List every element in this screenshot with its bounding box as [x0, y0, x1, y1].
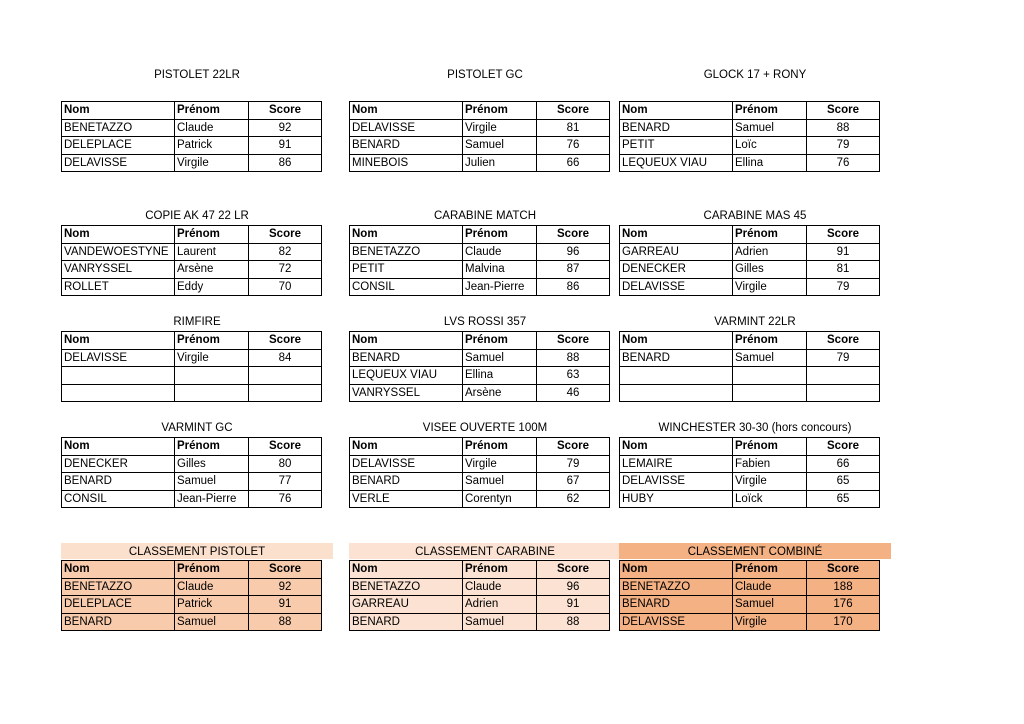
header-row	[350, 226, 610, 244]
cell-prenom: Claude	[175, 578, 249, 596]
cell-prenom: Samuel	[463, 473, 537, 491]
cell-prenom: Loïc	[733, 137, 807, 155]
cell-prenom: Samuel	[463, 349, 537, 367]
cell-score: 81	[537, 119, 610, 137]
cell-nom: BENARD	[350, 137, 463, 155]
cell-nom: DELAVISSE	[350, 119, 463, 137]
header-score: Score	[249, 332, 322, 350]
cell-prenom: Claude	[463, 243, 537, 261]
cell-score: 82	[249, 243, 322, 261]
table-row	[62, 261, 322, 279]
table-row	[350, 384, 610, 402]
table-row	[620, 384, 880, 402]
table-row	[620, 154, 880, 172]
cell-score: 66	[807, 455, 880, 473]
cell-prenom	[175, 367, 249, 385]
header-score: Score	[537, 226, 610, 244]
cell-prenom: Patrick	[175, 596, 249, 614]
header-nom: Nom	[620, 438, 733, 456]
header-row	[62, 438, 322, 456]
header-nom: Nom	[350, 226, 463, 244]
header-score: Score	[807, 438, 880, 456]
table-row	[62, 613, 322, 631]
cell-prenom: Ellina	[733, 154, 807, 172]
cell-nom: DELAVISSE	[620, 278, 733, 296]
header-prenom: Prénom	[463, 226, 537, 244]
table-row	[62, 367, 322, 385]
results-table-classement-pistolet	[61, 560, 322, 631]
results-table-pistolet-gc	[349, 101, 610, 172]
table-row	[62, 349, 322, 367]
cell-nom: CONSIL	[62, 490, 175, 508]
cell-nom: DELAVISSE	[620, 473, 733, 491]
table-row	[62, 137, 322, 155]
header-nom: Nom	[350, 332, 463, 350]
table-title-visee-ouverte-100m: VISEE OUVERTE 100M	[422, 422, 548, 434]
table-row	[350, 154, 610, 172]
cell-nom: DENECKER	[620, 261, 733, 279]
table-row	[620, 613, 880, 631]
header-prenom: Prénom	[463, 438, 537, 456]
header-score: Score	[537, 561, 610, 579]
table-row	[350, 613, 610, 631]
cell-score: 86	[537, 278, 610, 296]
header-row	[620, 332, 880, 350]
header-prenom: Prénom	[733, 102, 807, 120]
cell-score: 92	[249, 119, 322, 137]
cell-prenom	[733, 384, 807, 402]
cell-nom: VANRYSSEL	[350, 384, 463, 402]
cell-nom: LEMAIRE	[620, 455, 733, 473]
table-row	[620, 367, 880, 385]
cell-score: 88	[807, 119, 880, 137]
cell-prenom: Claude	[175, 119, 249, 137]
cell-score	[249, 384, 322, 402]
cell-nom: BENARD	[620, 349, 733, 367]
header-prenom: Prénom	[463, 561, 537, 579]
cell-prenom: Virgile	[463, 455, 537, 473]
table-row	[620, 349, 880, 367]
header-row	[62, 226, 322, 244]
cell-nom: BENETAZZO	[350, 243, 463, 261]
cell-prenom: Samuel	[463, 137, 537, 155]
cell-score: 88	[537, 349, 610, 367]
cell-prenom: Julien	[463, 154, 537, 172]
table-row	[62, 455, 322, 473]
cell-score: 63	[537, 367, 610, 385]
cell-prenom: Corentyn	[463, 490, 537, 508]
header-nom: Nom	[350, 438, 463, 456]
cell-prenom: Claude	[733, 578, 807, 596]
table-row	[62, 596, 322, 614]
results-table-glock-17-rony	[619, 101, 880, 172]
table-row	[620, 596, 880, 614]
header-row	[620, 438, 880, 456]
table-row	[62, 384, 322, 402]
header-score: Score	[807, 332, 880, 350]
table-title-winchester-30-30-hors-concours: WINCHESTER 30-30 (hors concours)	[658, 422, 852, 434]
table-row	[620, 278, 880, 296]
table-row	[62, 119, 322, 137]
cell-nom	[62, 384, 175, 402]
cell-nom: PETIT	[350, 261, 463, 279]
cell-prenom: Laurent	[175, 243, 249, 261]
table-title-carabine-match: CARABINE MATCH	[433, 210, 537, 222]
table-row	[350, 367, 610, 385]
table-title-varmint-gc: VARMINT GC	[161, 422, 233, 434]
cell-nom: LEQUEUX VIAU	[620, 154, 733, 172]
cell-prenom: Virgile	[733, 473, 807, 491]
cell-nom: BENARD	[350, 613, 463, 631]
cell-prenom	[175, 384, 249, 402]
cell-prenom	[733, 367, 807, 385]
header-nom: Nom	[350, 102, 463, 120]
header-row	[62, 561, 322, 579]
header-prenom: Prénom	[733, 438, 807, 456]
cell-nom	[620, 367, 733, 385]
table-row	[620, 455, 880, 473]
header-nom: Nom	[62, 438, 175, 456]
cell-score: 84	[249, 349, 322, 367]
header-score: Score	[249, 226, 322, 244]
cell-prenom: Samuel	[733, 349, 807, 367]
header-score: Score	[807, 561, 880, 579]
cell-nom: BENARD	[350, 349, 463, 367]
table-row	[350, 578, 610, 596]
cell-nom: BENARD	[620, 119, 733, 137]
cell-score: 91	[807, 243, 880, 261]
table-row	[350, 349, 610, 367]
cell-score: 76	[537, 137, 610, 155]
cell-score: 91	[249, 596, 322, 614]
table-row	[62, 578, 322, 596]
cell-nom	[62, 367, 175, 385]
cell-score: 62	[537, 490, 610, 508]
table-title-pistolet-22lr: PISTOLET 22LR	[154, 69, 240, 81]
cell-nom: LEQUEUX VIAU	[350, 367, 463, 385]
header-row	[62, 102, 322, 120]
cell-prenom: Virgile	[733, 613, 807, 631]
results-table-lvs-rossi-357	[349, 331, 610, 402]
cell-score: 170	[807, 613, 880, 631]
table-row	[350, 261, 610, 279]
header-score: Score	[537, 332, 610, 350]
table-row	[62, 473, 322, 491]
cell-score: 79	[807, 278, 880, 296]
results-table-visee-ouverte-100m	[349, 437, 610, 508]
table-title-classement-combine: CLASSEMENT COMBINÉ	[619, 543, 891, 559]
results-table-carabine-match	[349, 225, 610, 296]
header-nom: Nom	[620, 561, 733, 579]
table-row	[620, 243, 880, 261]
cell-nom: BENETAZZO	[62, 119, 175, 137]
cell-score: 79	[807, 349, 880, 367]
cell-score: 46	[537, 384, 610, 402]
cell-score: 80	[249, 455, 322, 473]
table-title-carabine-mas-45: CARABINE MAS 45	[703, 210, 807, 222]
header-score: Score	[249, 102, 322, 120]
results-table-classement-carabine	[349, 560, 610, 631]
header-row	[350, 438, 610, 456]
cell-nom: DELEPLACE	[62, 137, 175, 155]
results-table-varmint-22lr	[619, 331, 880, 402]
table-row	[62, 154, 322, 172]
table-title-classement-carabine: CLASSEMENT CARABINE	[349, 543, 621, 559]
results-table-classement-combine	[619, 560, 880, 631]
results-table-carabine-mas-45	[619, 225, 880, 296]
header-row	[620, 102, 880, 120]
cell-prenom: Patrick	[175, 137, 249, 155]
cell-score: 88	[537, 613, 610, 631]
results-table-rimfire	[61, 331, 322, 402]
header-nom: Nom	[62, 102, 175, 120]
header-row	[620, 226, 880, 244]
cell-score: 65	[807, 473, 880, 491]
table-row	[350, 278, 610, 296]
cell-score: 70	[249, 278, 322, 296]
cell-prenom: Gilles	[733, 261, 807, 279]
header-nom: Nom	[62, 561, 175, 579]
cell-nom: VANRYSSEL	[62, 261, 175, 279]
cell-score	[807, 367, 880, 385]
cell-prenom: Eddy	[175, 278, 249, 296]
cell-prenom: Samuel	[733, 119, 807, 137]
cell-nom: BENARD	[350, 473, 463, 491]
cell-score: 91	[537, 596, 610, 614]
cell-prenom: Ellina	[463, 367, 537, 385]
table-row	[620, 578, 880, 596]
header-nom: Nom	[620, 332, 733, 350]
table-title-copie-ak-47-22-lr: COPIE AK 47 22 LR	[145, 210, 249, 222]
table-row	[350, 473, 610, 491]
header-prenom: Prénom	[175, 438, 249, 456]
header-prenom: Prénom	[733, 226, 807, 244]
header-prenom: Prénom	[463, 332, 537, 350]
header-score: Score	[537, 438, 610, 456]
cell-prenom: Virgile	[463, 119, 537, 137]
table-row	[350, 455, 610, 473]
table-title-varmint-22lr: VARMINT 22LR	[714, 316, 796, 328]
cell-prenom: Jean-Pierre	[463, 278, 537, 296]
header-score: Score	[249, 438, 322, 456]
table-row	[620, 119, 880, 137]
table-row	[62, 278, 322, 296]
cell-nom: VERLE	[350, 490, 463, 508]
cell-prenom: Samuel	[463, 613, 537, 631]
results-table-winchester-30-30-hors-concours	[619, 437, 880, 508]
cell-nom: BENETAZZO	[350, 578, 463, 596]
cell-score: 77	[249, 473, 322, 491]
table-row	[620, 137, 880, 155]
table-row	[62, 243, 322, 261]
header-row	[350, 561, 610, 579]
cell-nom: BENARD	[62, 613, 175, 631]
header-prenom: Prénom	[175, 102, 249, 120]
cell-nom: BENETAZZO	[620, 578, 733, 596]
cell-nom: CONSIL	[350, 278, 463, 296]
header-prenom: Prénom	[463, 102, 537, 120]
cell-nom	[620, 384, 733, 402]
table-title-glock-17-rony: GLOCK 17 + RONY	[703, 69, 807, 81]
cell-prenom: Claude	[463, 578, 537, 596]
cell-nom: ROLLET	[62, 278, 175, 296]
header-row	[350, 332, 610, 350]
cell-score: 76	[249, 490, 322, 508]
table-row	[350, 119, 610, 137]
results-table-copie-ak-47-22-lr	[61, 225, 322, 296]
cell-nom: DELAVISSE	[620, 613, 733, 631]
cell-score: 96	[537, 578, 610, 596]
cell-score: 176	[807, 596, 880, 614]
cell-score	[249, 367, 322, 385]
table-title-lvs-rossi-357: LVS ROSSI 357	[443, 316, 527, 328]
cell-nom: DELAVISSE	[350, 455, 463, 473]
cell-score: 188	[807, 578, 880, 596]
cell-nom: GARREAU	[620, 243, 733, 261]
cell-score: 96	[537, 243, 610, 261]
cell-prenom: Fabien	[733, 455, 807, 473]
header-nom: Nom	[350, 561, 463, 579]
cell-score: 76	[807, 154, 880, 172]
cell-nom: BENARD	[620, 596, 733, 614]
header-nom: Nom	[62, 332, 175, 350]
cell-prenom: Samuel	[733, 596, 807, 614]
table-row	[620, 261, 880, 279]
cell-nom: BENARD	[62, 473, 175, 491]
cell-nom: GARREAU	[350, 596, 463, 614]
cell-nom: DELAVISSE	[62, 154, 175, 172]
cell-nom: HUBY	[620, 490, 733, 508]
header-score: Score	[807, 226, 880, 244]
cell-prenom: Virgile	[175, 154, 249, 172]
header-row	[620, 561, 880, 579]
table-row	[350, 490, 610, 508]
header-nom: Nom	[620, 226, 733, 244]
table-row	[350, 243, 610, 261]
table-row	[620, 490, 880, 508]
cell-score: 72	[249, 261, 322, 279]
header-prenom: Prénom	[733, 332, 807, 350]
cell-prenom: Jean-Pierre	[175, 490, 249, 508]
cell-prenom: Adrien	[733, 243, 807, 261]
header-nom: Nom	[62, 226, 175, 244]
cell-prenom: Loïck	[733, 490, 807, 508]
cell-score: 65	[807, 490, 880, 508]
cell-score: 91	[249, 137, 322, 155]
cell-prenom: Arsène	[463, 384, 537, 402]
cell-nom: DENECKER	[62, 455, 175, 473]
cell-nom: DELAVISSE	[62, 349, 175, 367]
table-title-pistolet-gc: PISTOLET GC	[447, 69, 523, 81]
cell-score: 86	[249, 154, 322, 172]
header-score: Score	[807, 102, 880, 120]
cell-score: 88	[249, 613, 322, 631]
cell-score: 92	[249, 578, 322, 596]
cell-score: 66	[537, 154, 610, 172]
cell-prenom: Arsène	[175, 261, 249, 279]
header-prenom: Prénom	[175, 226, 249, 244]
cell-nom: BENETAZZO	[62, 578, 175, 596]
header-row	[62, 332, 322, 350]
cell-prenom: Samuel	[175, 473, 249, 491]
cell-nom: MINEBOIS	[350, 154, 463, 172]
cell-nom: VANDEWOESTYNE	[62, 243, 175, 261]
table-row	[62, 490, 322, 508]
cell-score: 67	[537, 473, 610, 491]
cell-score: 87	[537, 261, 610, 279]
cell-score: 79	[537, 455, 610, 473]
cell-prenom: Virgile	[733, 278, 807, 296]
header-prenom: Prénom	[175, 332, 249, 350]
header-score: Score	[249, 561, 322, 579]
header-prenom: Prénom	[175, 561, 249, 579]
cell-prenom: Malvina	[463, 261, 537, 279]
table-row	[350, 596, 610, 614]
header-row	[350, 102, 610, 120]
results-table-varmint-gc	[61, 437, 322, 508]
table-row	[350, 137, 610, 155]
header-score: Score	[537, 102, 610, 120]
table-title-classement-pistolet: CLASSEMENT PISTOLET	[61, 543, 333, 559]
cell-score: 79	[807, 137, 880, 155]
cell-prenom: Adrien	[463, 596, 537, 614]
cell-prenom: Virgile	[175, 349, 249, 367]
table-row	[620, 473, 880, 491]
cell-prenom: Gilles	[175, 455, 249, 473]
header-nom: Nom	[620, 102, 733, 120]
cell-nom: DELEPLACE	[62, 596, 175, 614]
cell-nom: PETIT	[620, 137, 733, 155]
cell-prenom: Samuel	[175, 613, 249, 631]
header-prenom: Prénom	[733, 561, 807, 579]
table-title-rimfire: RIMFIRE	[173, 316, 221, 328]
cell-score	[807, 384, 880, 402]
cell-score: 81	[807, 261, 880, 279]
results-table-pistolet-22lr	[61, 101, 322, 172]
